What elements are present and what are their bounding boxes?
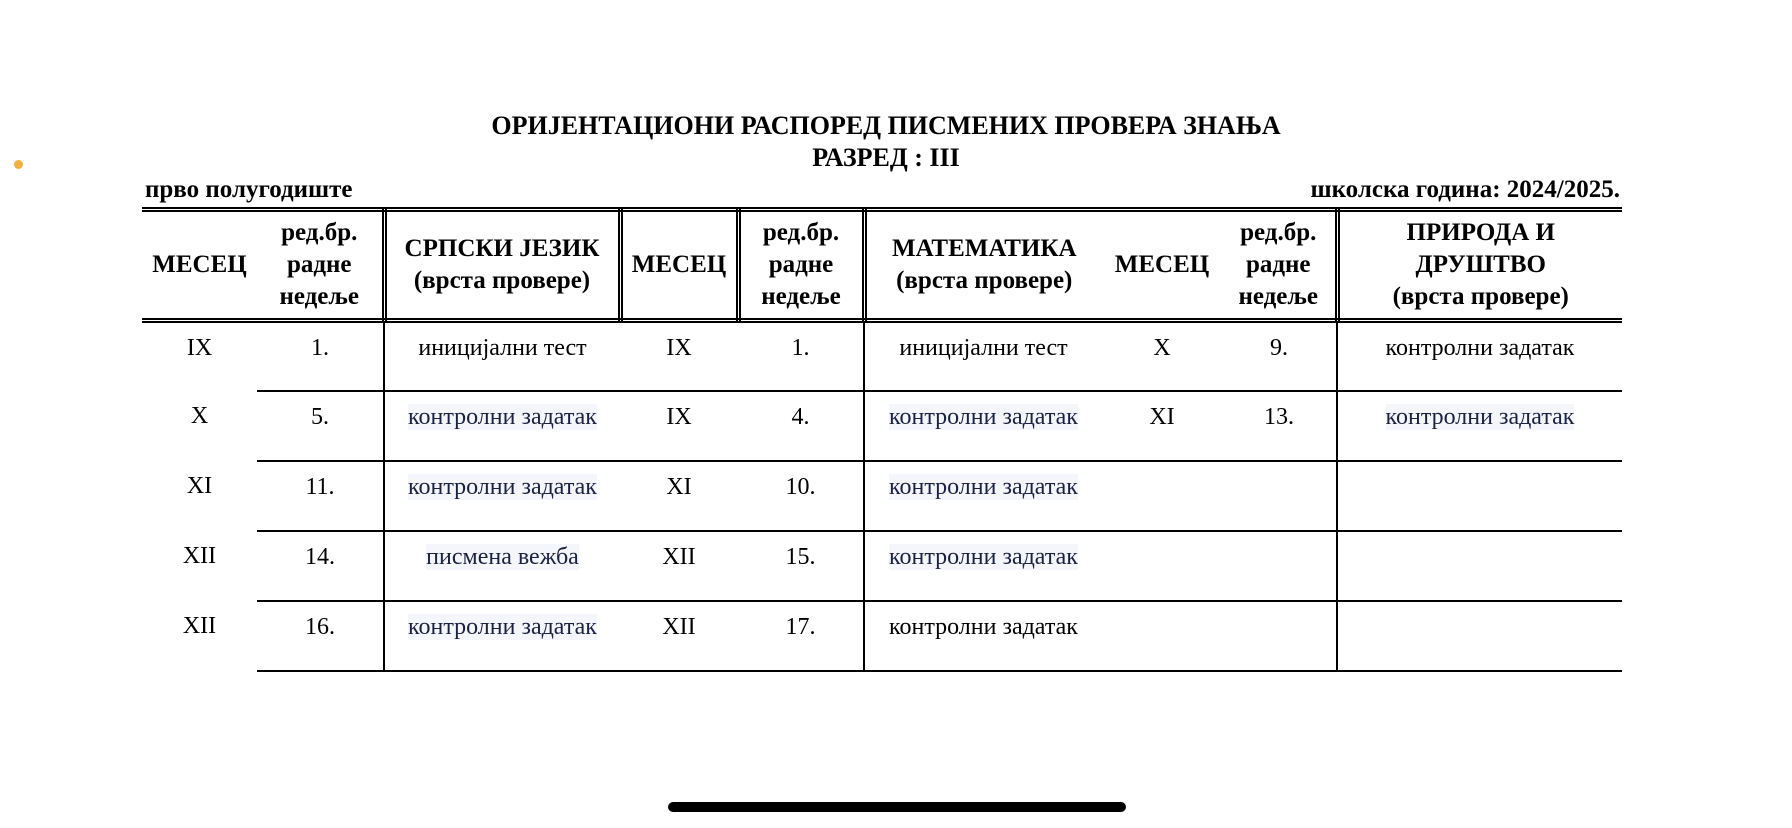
header-serbian-language [384,210,620,321]
page-title: ОРИЈЕНТАЦИОНИ РАСПОРЕД ПИСМЕНИХ ПРОВЕРА ЗНАЊА [491,111,1281,140]
header-mathematics [864,210,1102,321]
math-week-cell: 15. [738,531,864,601]
header-month-math [620,210,738,321]
math-type-text: контролни задатак [889,613,1078,640]
header-week-serbian [257,210,384,321]
nature-type-cell [1337,391,1622,461]
serbian-type-cell [384,391,620,461]
serbian-month-cell: XI [186,472,213,499]
header-week-line1: ред.бр. [1240,219,1317,246]
nature-type-cell [1337,531,1622,601]
schedule-table [142,207,1622,672]
table-row [142,321,1622,391]
math-type-text: иницијални тест [899,335,1068,361]
serbian-type-text: контролни задатак [408,473,597,500]
serbian-month-cell: X [190,402,209,429]
header-math-line2: (врста провере) [896,267,1073,294]
math-month-cell: XI [620,461,738,531]
header-week-line1: ред.бр. [281,219,358,246]
header-month-text: МЕСЕЦ [1114,251,1210,278]
nature-week-cell [1222,601,1337,671]
math-type-text: контролни задатак [889,403,1078,430]
nature-week-cell [1222,461,1337,531]
nature-type-cell [1337,601,1622,671]
serbian-week-cell: 11. [257,461,384,531]
serbian-month-cell: IX [186,335,213,361]
header-nature-line3: (врста провере) [1392,283,1569,310]
table-header-row [142,210,1622,321]
table-row [142,461,1622,531]
header-week-line1: ред.бр. [762,219,840,246]
header-nature-line1: ПРИРОДА И [1406,219,1555,246]
grade-label: РАЗРЕД : III [812,143,960,172]
math-type-cell [864,531,1102,601]
header-week-nature [1222,210,1337,321]
math-type-cell [864,391,1102,461]
header-week-line3: недеље [1238,283,1318,310]
math-week-cell: 1. [738,321,864,391]
nature-month-cell [1102,531,1222,601]
serbian-week-cell: 1. [257,321,384,391]
nature-week-cell [1222,531,1337,601]
math-week-cell: 10. [738,461,864,531]
serbian-type-text: контролни задатак [408,613,597,640]
math-week-cell: 4. [738,391,864,461]
table-row [142,391,1622,461]
math-type-text: контролни задатак [889,543,1078,570]
schedule-table-wrapper [142,207,1622,672]
math-month-cell: XII [620,601,738,671]
table-row [142,601,1622,671]
semester-label: прво полугодиште [145,176,353,203]
table-row [142,531,1622,601]
serbian-type-cell [384,321,620,391]
math-month-cell: IX [620,321,738,391]
home-indicator-bar[interactable] [668,802,1126,812]
header-month-serbian [142,210,257,321]
header-serbian-line1: СРПСКИ ЈЕЗИК [404,235,600,262]
nature-week-cell: 9. [1222,321,1337,391]
math-week-cell: 17. [738,601,864,671]
serbian-month-cell: XII [182,542,217,569]
header-nature-society [1337,210,1622,321]
header-week-line3: недеље [761,283,841,310]
header-week-line2: радне [286,251,352,278]
serbian-week-cell: 16. [257,601,384,671]
serbian-type-cell [384,461,620,531]
serbian-type-cell [384,531,620,601]
header-month-text: МЕСЕЦ [152,251,247,278]
serbian-type-cell [384,601,620,671]
header-math-line1: МАТЕМАТИКА [891,235,1077,262]
header-serbian-line2: (врста провере) [413,267,591,294]
nature-type-text: контролни задатак [1385,335,1575,361]
header-nature-line2: ДРУШТВО [1415,251,1546,278]
header-month-nature [1102,210,1222,321]
math-type-cell [864,321,1102,391]
nature-type-cell [1337,461,1622,531]
serbian-type-text: иницијални тест [418,335,587,361]
header-week-line2: радне [768,251,834,278]
serbian-type-text: контролни задатак [408,403,597,430]
header-week-line2: радне [1245,251,1311,278]
serbian-week-cell: 5. [257,391,384,461]
header-month-text: МЕСЕЦ [631,251,727,278]
nature-month-cell [1102,461,1222,531]
math-month-cell: XII [620,531,738,601]
nature-month-cell: X [1102,321,1222,391]
serbian-week-cell: 14. [257,531,384,601]
school-year-label: школска година: 2024/2025. [1310,176,1620,203]
serbian-type-text: писмена вежба [426,543,579,570]
math-type-text: контролни задатак [889,473,1078,500]
math-type-cell [864,461,1102,531]
nature-type-cell [1337,321,1622,391]
nature-month-cell: XI [1102,391,1222,461]
serbian-month-cell: XII [182,612,217,639]
nature-week-cell: 13. [1222,391,1337,461]
math-type-cell [864,601,1102,671]
header-week-math [738,210,864,321]
math-month-cell: IX [620,391,738,461]
nature-month-cell [1102,601,1222,671]
header-week-line3: недеље [279,283,359,310]
nature-type-text: контролни задатак [1385,403,1575,430]
